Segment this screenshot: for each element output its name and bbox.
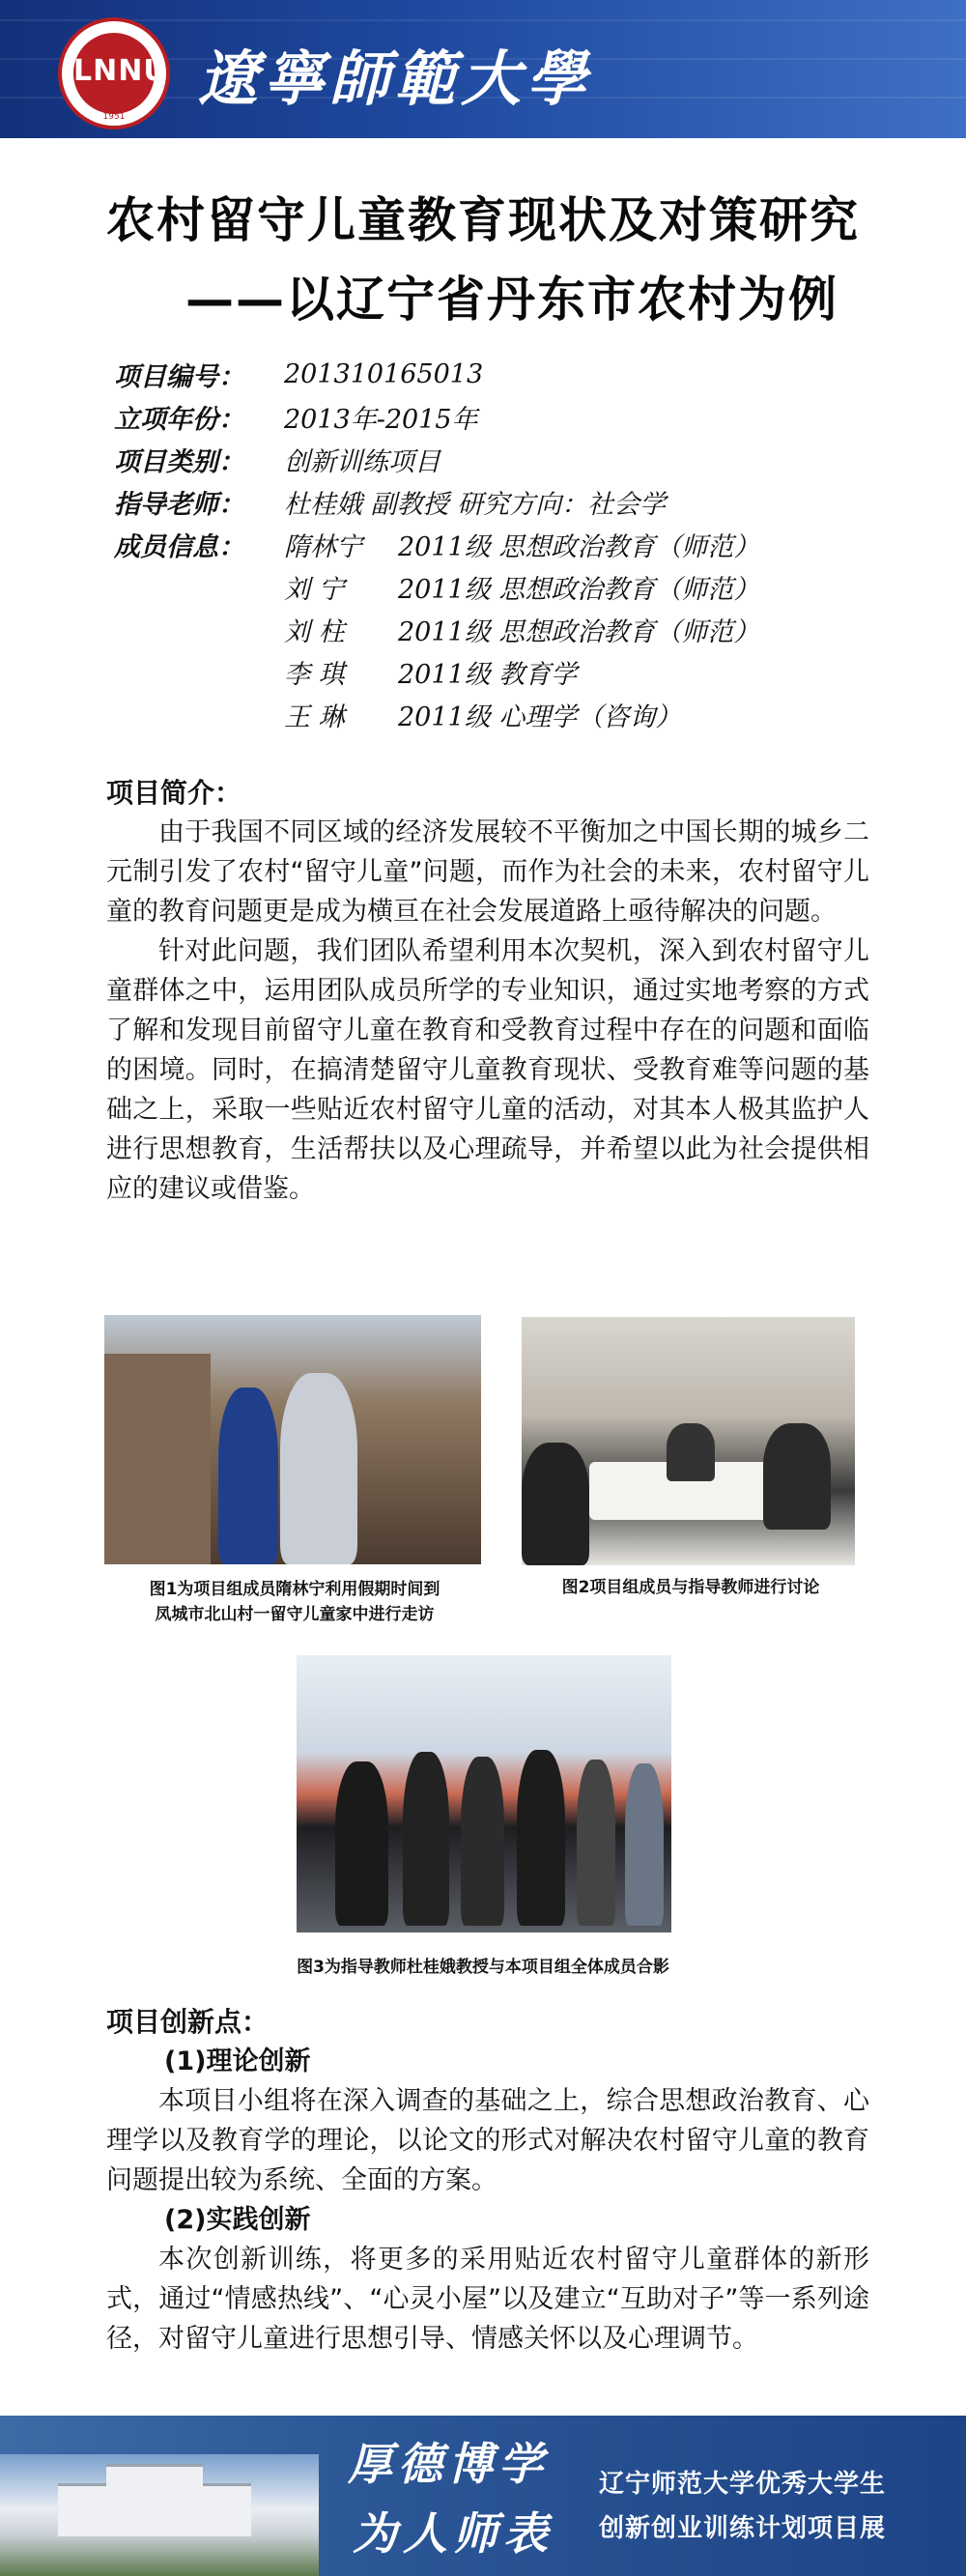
member-row [114, 565, 906, 608]
footer-banner [0, 2416, 966, 2576]
intro-paragraph: 由于我国不同区域的经济发展较不平衡加之中国长期的城乡二元制引发了农村“留守儿童”问题，而作为社会的未来，农村留守儿童的教育问题更是成为横亘在社会发展道路上亟待解决的问题。 [106, 817, 869, 927]
innovation-paragraph: 本次创新训练，将更多的采用贴近农村留守儿童群体的新形式，通过“情感热线”、“心灵小屋”以及建立“互助对子”等一系列途径，对留守儿童进行思想引导、情感关怀以及心理调节。 [106, 2245, 869, 2354]
project-no-value: 201310165013 [284, 358, 484, 389]
figure-caption-3: 图3为指导教师杜桂娥教授与本项目组全体成员合影 [297, 1958, 669, 1977]
caption-line: 图1为项目组成员隋林宁利用假期时间到 [149, 1580, 440, 1599]
page-subtitle: ——以辽宁省丹东市农村为例 [185, 272, 838, 328]
project-info [114, 353, 906, 735]
person-figure [522, 1443, 589, 1565]
banner-stripe [0, 19, 966, 21]
motto-line: 为人师表 [353, 2507, 554, 2560]
footer-text: 创新创业训练计划项目展 [599, 2514, 887, 2543]
year-value: 2013年-2015年 [284, 404, 478, 435]
member-name: 刘 柱 [284, 616, 345, 647]
advisor-label: 指导老师： [114, 489, 244, 520]
page-title: 农村留守儿童教育现状及对策研究 [106, 192, 860, 248]
member-info: 2011级 思想政治教育（师范） [398, 531, 760, 562]
members-label: 成员信息： [114, 531, 244, 562]
figure-caption-2: 图2项目组成员与指导教师进行讨论 [561, 1578, 820, 1597]
brick-wall [104, 1354, 211, 1564]
person-figure [763, 1423, 831, 1530]
person-figure [461, 1757, 504, 1926]
intro-paragraph: 针对此问题，我们团队希望利用本次契机，深入到农村留守儿童群体之中，运用团队成员所学的专业知识，通过实地考察的方式了解和发现目前留守儿童在教育和受教育过程中存在的问题和面临的困境。同时，在搞清楚留守儿童教育现状、受教育难等问题的基础之上，采取一些贴近农村留守儿童的活动，对其本人极其监护人进行思想教育，生活帮扶以及心理疏导，并希望以此为社会提供相应的建议或借鉴。 [106, 936, 869, 1204]
member-row [114, 608, 906, 650]
person-figure [280, 1373, 357, 1564]
project-no-label: 项目编号： [114, 361, 244, 392]
member-name: 王 琳 [284, 701, 345, 732]
intro-heading: 项目简介： [106, 777, 242, 809]
info-row-year [114, 395, 906, 438]
figure-caption-1 [92, 1577, 497, 1627]
info-row-advisor [114, 480, 906, 523]
header-banner [0, 0, 966, 138]
member-name: 刘 宁 [284, 574, 345, 605]
member-info: 2011级 思想政治教育（师范） [398, 574, 760, 605]
campus-building [106, 2464, 203, 2493]
year-label: 立项年份： [114, 404, 244, 435]
footer-text: 辽宁师范大学优秀大学生 [599, 2470, 887, 2499]
university-name: 遼寧師範大學 [198, 43, 593, 114]
info-row-type [114, 438, 906, 480]
member-row [114, 650, 906, 693]
photo-discussion [522, 1317, 855, 1565]
member-name: 隋林宁 [284, 531, 362, 562]
person-figure [667, 1423, 715, 1481]
person-figure [517, 1750, 565, 1926]
campus-photo [0, 2454, 319, 2576]
photo-home-visit [104, 1315, 481, 1564]
type-label: 项目类别： [114, 446, 244, 477]
member-row [114, 523, 906, 565]
innovation-heading: 项目创新点： [106, 2006, 270, 2038]
person-figure [335, 1761, 388, 1926]
member-row [114, 693, 906, 735]
motto-line: 厚德博学 [348, 2438, 549, 2490]
photo-group [297, 1655, 671, 1932]
intro-section [106, 773, 869, 1209]
member-info: 2011级 思想政治教育（师范） [398, 616, 760, 647]
member-info: 2011级 教育学 [398, 659, 578, 690]
innovation-paragraph: 本项目小组将在深入调查的基础之上，综合思想政治教育、心理学以及教育学的理论，以论文的形式对解决农村留守儿童的教育问题提出较为系统、全面的方案。 [106, 2086, 869, 2195]
person-figure [403, 1752, 449, 1926]
person-figure [577, 1760, 615, 1926]
caption-line: 凤城市北山村一留守儿童家中进行走访 [155, 1605, 435, 1624]
member-name: 李 琪 [284, 659, 345, 690]
innovation-subheading: (1)理论创新 [164, 2046, 311, 2076]
advisor-value: 杜桂娥 副教授 研究方向：社会学 [284, 489, 667, 520]
person-figure [218, 1388, 278, 1564]
logo-year: 1951 [102, 112, 126, 122]
university-logo [58, 17, 170, 129]
info-row-project-no [114, 353, 906, 395]
person-figure [625, 1763, 664, 1926]
logo-mark: LNNU [73, 54, 168, 88]
innovation-subheading: (2)实践创新 [164, 2205, 311, 2235]
logo-emblem [73, 33, 168, 114]
innovation-section [106, 2002, 869, 2359]
type-value: 创新训练项目 [284, 446, 440, 477]
member-info: 2011级 心理学（咨询） [398, 701, 682, 732]
